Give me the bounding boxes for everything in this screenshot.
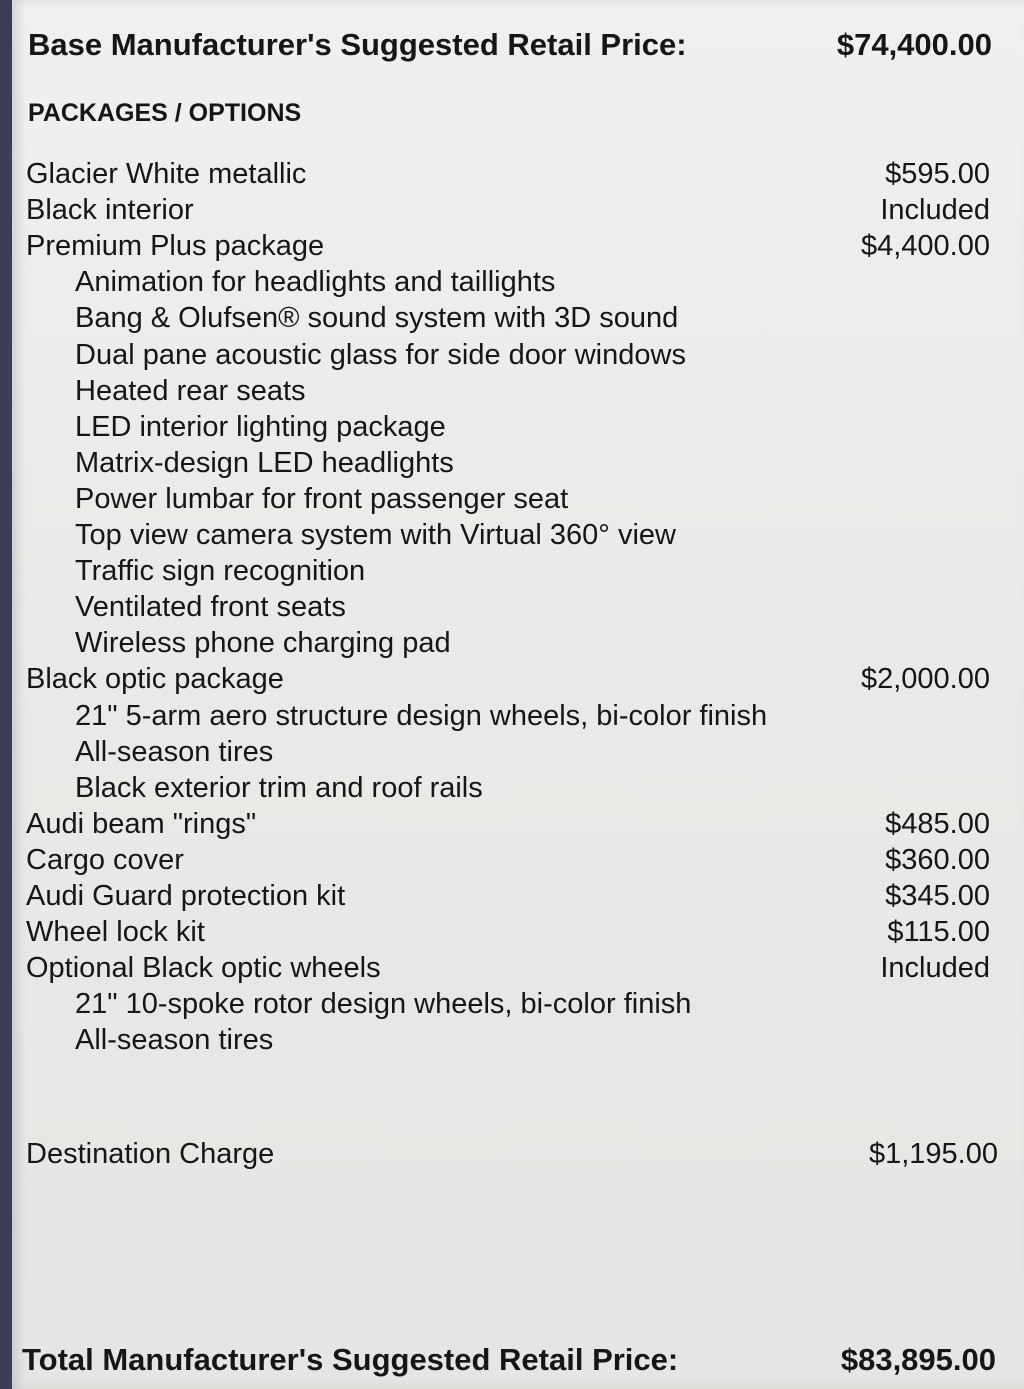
option-label: Audi beam "rings"	[26, 807, 257, 840]
option-detail-label: Heated rear seats	[75, 374, 306, 407]
option-label: Black optic package	[26, 663, 284, 696]
option-price: $485.00	[885, 807, 990, 840]
total-price-value: $83,895.00	[840, 1342, 996, 1377]
option-detail-label: Animation for headlights and taillights	[75, 266, 556, 299]
destination-price: $1,195.00	[868, 1138, 998, 1170]
destination-label: Destination Charge	[26, 1138, 275, 1170]
option-detail-label: Ventilated front seats	[75, 591, 346, 624]
total-price-label: Total Manufacturer's Suggested Retail Price:	[22, 1342, 679, 1377]
option-detail-label: Matrix-design LED headlights	[75, 446, 454, 479]
option-price: $115.00	[887, 916, 990, 949]
option-price: Included	[880, 952, 990, 985]
option-label: Wheel lock kit	[26, 916, 205, 949]
option-detail-label: Black exterior trim and roof rails	[75, 771, 483, 804]
option-detail-label: LED interior lighting package	[75, 410, 446, 443]
option-detail-label: Dual pane acoustic glass for side door windows	[75, 338, 686, 371]
option-label: Premium Plus package	[26, 230, 325, 263]
option-detail-label: All-season tires	[75, 1024, 274, 1057]
option-price: $360.00	[885, 843, 990, 876]
option-price: $2,000.00	[860, 663, 990, 696]
option-label: Cargo cover	[26, 843, 184, 876]
window-sticker-sheet	[12, 0, 1024, 1389]
section-heading: PACKAGES / OPTIONS	[28, 99, 302, 127]
option-detail-label: 21" 10-spoke rotor design wheels, bi-color finish	[75, 988, 692, 1021]
option-price: $345.00	[885, 880, 990, 912]
option-price: $4,400.00	[860, 230, 990, 263]
option-detail-label: Traffic sign recognition	[75, 555, 366, 588]
option-label: Glacier White metallic	[26, 158, 307, 190]
option-detail-label: Power lumbar for front passenger seat	[75, 482, 569, 515]
option-detail-label: Top view camera system with Virtual 360° view	[75, 519, 676, 551]
option-label: Audi Guard protection kit	[26, 880, 346, 912]
option-label: Black interior	[26, 194, 194, 227]
option-price: Included	[880, 194, 990, 227]
option-detail-label: 21" 5-arm aero structure design wheels, bi-color finish	[75, 699, 768, 732]
option-detail-label: Bang & Olufsen® sound system with 3D sound	[75, 302, 679, 335]
base-price-value: $74,400.00	[836, 27, 992, 62]
option-price: $595.00	[885, 158, 990, 190]
option-detail-label: Wireless phone charging pad	[75, 627, 451, 660]
option-label: Optional Black optic wheels	[26, 952, 381, 985]
option-detail-label: All-season tires	[75, 735, 274, 768]
base-price-label: Base Manufacturer's Suggested Retail Price:	[28, 27, 687, 62]
